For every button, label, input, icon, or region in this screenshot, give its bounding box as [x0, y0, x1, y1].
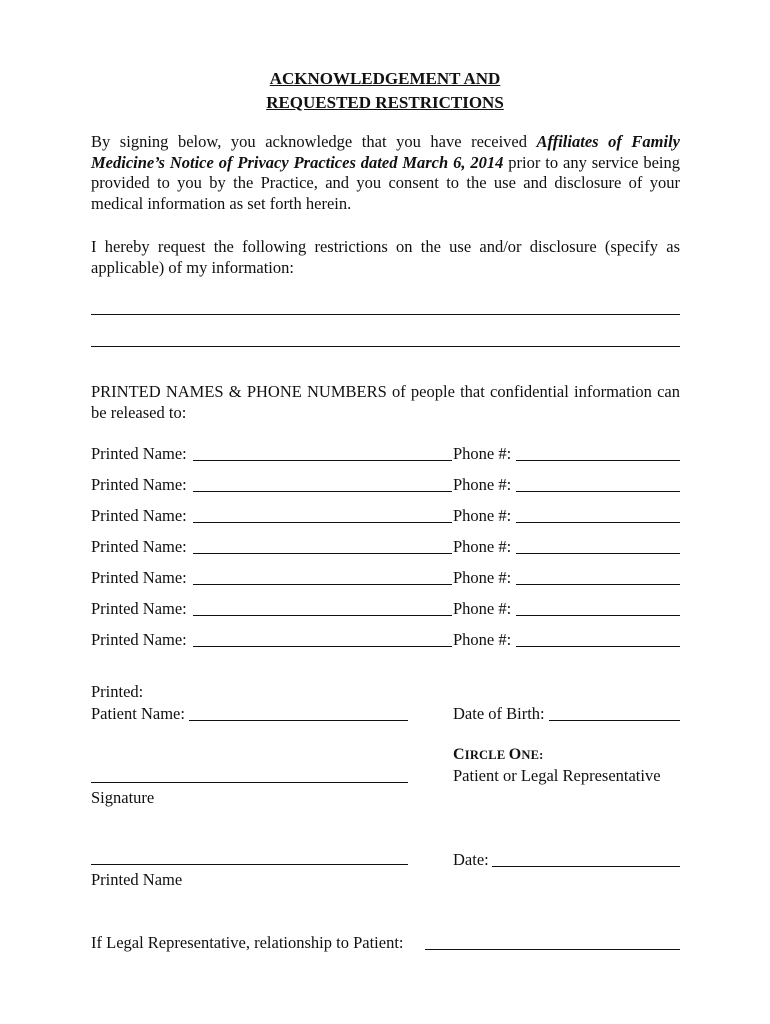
printed-name-label: Printed Name: [91, 630, 187, 649]
acknowledgement-paragraph [91, 132, 680, 214]
printed-name-caption: Printed Name [91, 870, 183, 889]
printed-name-line[interactable] [193, 460, 452, 461]
relationship-line[interactable] [425, 949, 680, 950]
relationship-label: If Legal Representative, relationship to Patient: [91, 933, 404, 952]
printed-label: Printed: [91, 682, 144, 701]
circle-one-ircle: IRCLE [464, 748, 509, 762]
restrictions-request-paragraph: I hereby request the following restrictions on the use and/or disclosure (specify as applicable) of my information: [91, 237, 680, 277]
notice-title: Affiliates of Family Medicine’s Notice of Privacy Practices dated March 6, 2014 [91, 132, 680, 172]
printed-name-line[interactable] [193, 584, 452, 585]
circle-one-c: C [453, 746, 465, 763]
printed-name-label: Printed Name: [91, 475, 187, 494]
date-of-birth-line[interactable] [549, 720, 680, 721]
phone-line[interactable] [516, 460, 680, 461]
date-line[interactable] [492, 866, 680, 867]
phone-label: Phone #: [453, 630, 512, 649]
circle-one-o: O [508, 746, 522, 763]
date-of-birth-label: Date of Birth: [453, 704, 545, 723]
phone-label: Phone #: [453, 599, 512, 618]
form-title-line-1: ACKNOWLEDGEMENT AND [269, 69, 501, 88]
circle-one-label [453, 745, 543, 765]
printed-name-label: Printed Name: [91, 599, 187, 618]
printed-name-label: Printed Name: [91, 568, 187, 587]
phone-line[interactable] [516, 584, 680, 585]
phone-line[interactable] [516, 646, 680, 647]
restriction-line-1[interactable] [91, 314, 680, 315]
signature-line[interactable] [91, 782, 408, 783]
circle-one-ne: NE: [521, 748, 544, 762]
restriction-line-2[interactable] [91, 346, 680, 347]
patient-name-line[interactable] [189, 720, 408, 721]
printed-name-line[interactable] [193, 646, 452, 647]
intro-text-end: prior to any service being provided to you by the Practice, and you consent to the use and disclosure of your medical information as set forth herein. [91, 152, 680, 213]
phone-label: Phone #: [453, 506, 512, 525]
form-title-line-2: REQUESTED RESTRICTIONS [266, 93, 504, 112]
phone-label: Phone #: [453, 475, 512, 494]
release-heading: PRINTED NAMES & PHONE NUMBERS of people that confidential information can be released to: [91, 382, 680, 422]
patient-or-representative-options[interactable]: Patient or Legal Representative [453, 766, 661, 785]
printed-name-line[interactable] [193, 553, 452, 554]
printed-name-label: Printed Name: [91, 537, 187, 556]
printed-name-label: Printed Name: [91, 506, 187, 525]
phone-label: Phone #: [453, 568, 512, 587]
phone-label: Phone #: [453, 444, 512, 463]
phone-line[interactable] [516, 491, 680, 492]
date-label: Date: [453, 850, 489, 869]
printed-name-line[interactable] [193, 491, 452, 492]
signature-label: Signature [91, 788, 155, 807]
printed-name-label: Printed Name: [91, 444, 187, 463]
printed-name-line[interactable] [193, 522, 452, 523]
phone-label: Phone #: [453, 537, 512, 556]
phone-line[interactable] [516, 553, 680, 554]
phone-line[interactable] [516, 522, 680, 523]
intro-text-start: By signing below, you acknowledge that you have received [91, 132, 537, 151]
phone-line[interactable] [516, 615, 680, 616]
patient-name-label: Patient Name: [91, 704, 185, 723]
printed-name-line[interactable] [193, 615, 452, 616]
printed-name-signature-line[interactable] [91, 864, 408, 865]
